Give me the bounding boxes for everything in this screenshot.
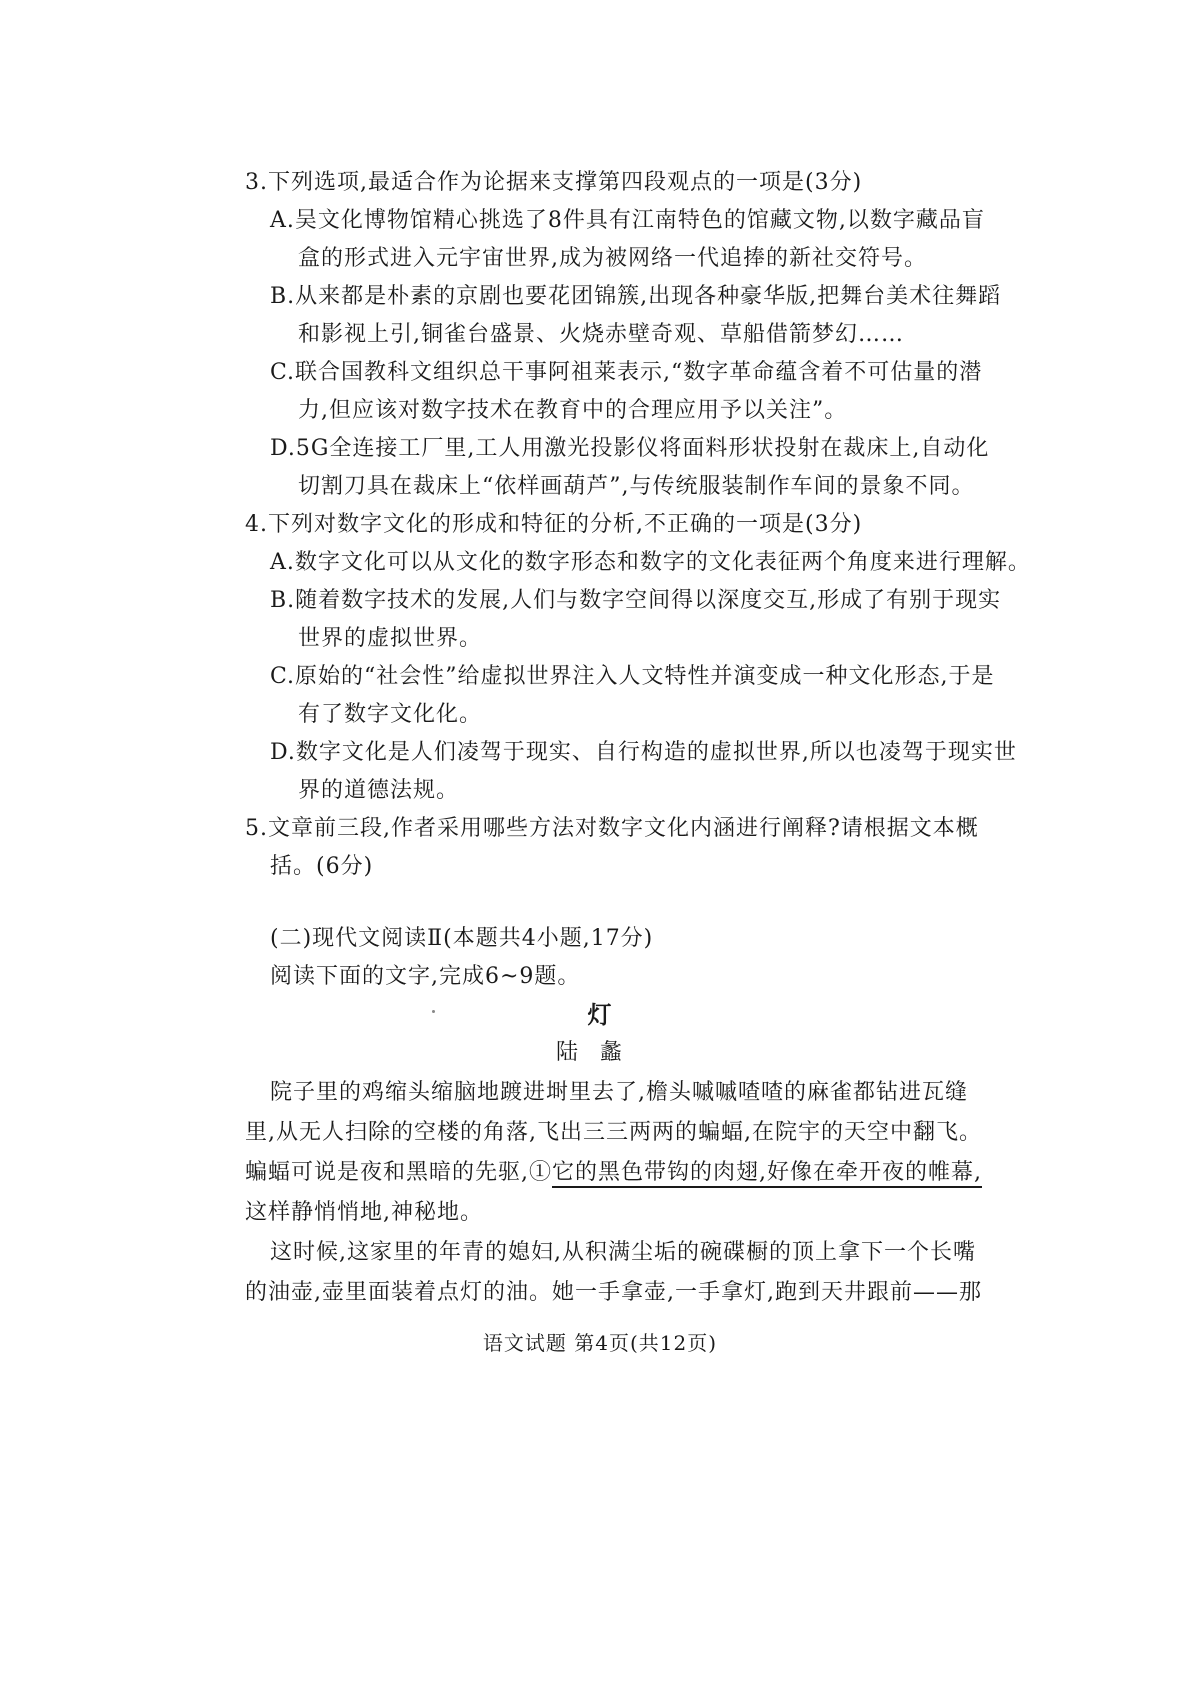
- question-4-option-c-line-1: C.原始的“社会性”给虚拟世界注入人文特性并演变成一种文化形态,于是: [270, 664, 995, 689]
- scan-speck: [432, 1010, 435, 1013]
- question-3-option-a-line-1: A.吴文化博物馆精心挑选了8件具有江南特色的馆藏文物,以数字藏品盲: [270, 208, 985, 233]
- page-footer: 语文试题 第4页(共12页): [482, 1331, 718, 1355]
- question-3-option-d-line-2: 切割刀具在裁床上“依样画葫芦”,与传统服装制作车间的景象不同。: [298, 474, 975, 499]
- question-3-stem: 3.下列选项,最适合作为论据来支撑第四段观点的一项是(3分): [245, 170, 863, 195]
- passage-paragraph-1-line-4: 这样静悄悄地,神秘地。: [245, 1200, 483, 1225]
- passage-paragraph-1-line-2: 里,从无人扫除的空楼的角落,飞出三三两两的蝙蝠,在院宇的天空中翻飞。: [245, 1120, 982, 1145]
- passage-paragraph-1-line-3-text: 蝙蝠可说是夜和黑暗的先驱,①: [245, 1160, 552, 1185]
- passage-paragraph-2-line-2: 的油壶,壶里面装着点灯的油。她一手拿壶,一手拿灯,跑到天井跟前——那: [245, 1280, 982, 1305]
- question-4-option-c-line-2: 有了数字文化化。: [298, 702, 483, 727]
- question-5-stem-line-1: 5.文章前三段,作者采用哪些方法对数字文化内涵进行阐释?请根据文本概: [245, 816, 979, 841]
- passage-paragraph-2-line-1: 这时候,这家里的年青的媳妇,从积满尘垢的碗碟橱的顶上拿下一个长嘴: [270, 1240, 976, 1265]
- question-3-option-b-line-2: 和影视上引,铜雀台盛景、火烧赤壁奇观、草船借箭梦幻……: [298, 322, 904, 347]
- passage-author: 陆蠡: [555, 1040, 644, 1065]
- question-4-stem: 4.下列对数字文化的形成和特征的分析,不正确的一项是(3分): [245, 512, 863, 537]
- question-4-option-d-line-1: D.数字文化是人们凌驾于现实、自行构造的虚拟世界,所以也凌驾于现实世: [270, 740, 1017, 765]
- question-3-option-c-line-2: 力,但应该对数字技术在教育中的合理应用予以关注”。: [298, 398, 848, 423]
- question-4-option-b-line-1: B.随着数字技术的发展,人们与数字空间得以深度交互,形成了有别于现实: [270, 588, 1002, 613]
- section-2-instruction: 阅读下面的文字,完成6~9题。: [270, 964, 581, 989]
- section-2-heading: (二)现代文阅读Ⅱ(本题共4小题,17分): [270, 926, 654, 951]
- question-4-option-b-line-2: 世界的虚拟世界。: [298, 626, 483, 651]
- question-5-stem-line-2: 括。(6分): [270, 854, 374, 879]
- question-4-option-d-line-2: 界的道德法规。: [298, 778, 460, 803]
- question-3-option-d-line-1: D.5G全连接工厂里,工人用激光投影仪将面料形状投射在裁床上,自动化: [270, 436, 990, 461]
- question-3-option-b-line-1: B.从来都是朴素的京剧也要花团锦簇,出现各种豪华版,把舞台美术往舞蹈: [270, 284, 1002, 309]
- question-3-option-a-line-2: 盒的形式进入元宇宙世界,成为被网络一代追捧的新社交符号。: [298, 246, 927, 271]
- passage-title: 灯: [587, 1000, 613, 1029]
- underlined-sentence-1: 它的黑色带钩的肉翅,好像在牵开夜的帷幕,: [552, 1160, 982, 1188]
- passage-paragraph-1-line-1: 院子里的鸡缩头缩脑地踱进埘里去了,檐头嘁嘁喳喳的麻雀都钻进瓦缝: [270, 1080, 968, 1105]
- question-4-option-a-line-1: A.数字文化可以从文化的数字形态和数字的文化表征两个角度来进行理解。: [270, 550, 1031, 575]
- passage-paragraph-1-line-3: [245, 1158, 982, 1188]
- question-3-option-c-line-1: C.联合国教科文组织总干事阿祖莱表示,“数字革命蕴含着不可估量的潜: [270, 360, 983, 385]
